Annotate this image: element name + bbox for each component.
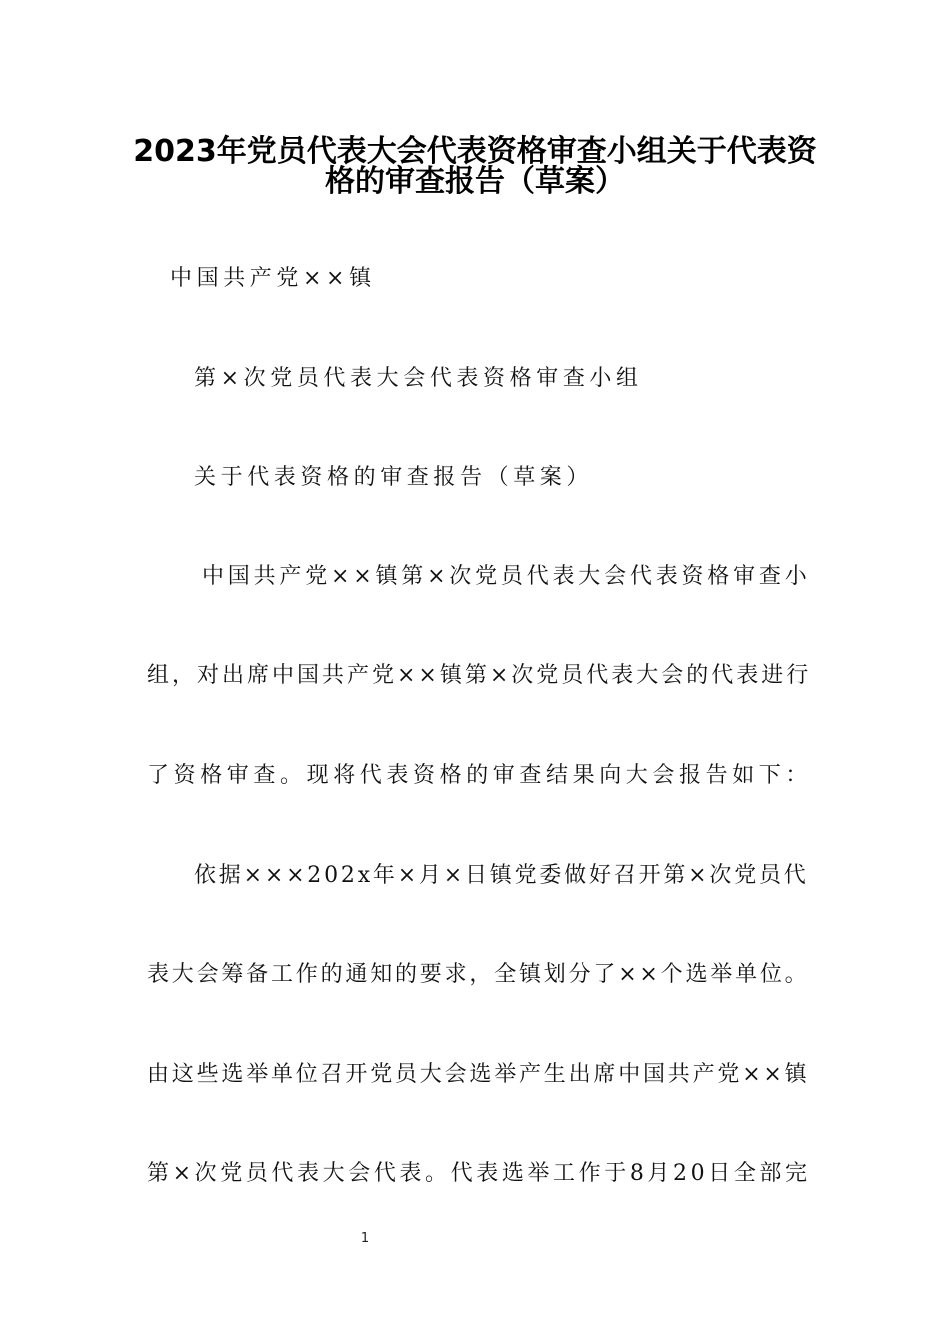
body-line-1: 中国共产党××镇 xyxy=(170,266,376,291)
body-line-6: 了资格审查。现将代表资格的审查结果向大会报告如下： xyxy=(147,763,813,788)
document-title-line-2: 格的审查报告（草案） xyxy=(325,164,625,199)
body-line-2: 第×次党员代表大会代表资格审查小组 xyxy=(194,366,643,391)
body-line-7: 依据×××202x年×月×日镇党委做好召开第×次党员代 xyxy=(194,863,809,888)
body-line-9: 由这些选举单位召开党员大会选举产生出席中国共产党××镇 xyxy=(147,1062,810,1087)
body-line-5: 组，对出席中国共产党××镇第×次党员代表大会的代表进行 xyxy=(147,663,812,688)
body-line-4: 中国共产党××镇第×次党员代表大会代表资格审查小 xyxy=(202,564,811,589)
document-title-line-1: 2023年党员代表大会代表资格审查小组关于代表资 xyxy=(133,134,817,169)
page-number: 1 xyxy=(360,1231,370,1246)
body-line-3: 关于代表资格的审查报告（草案） xyxy=(194,465,594,490)
body-line-10: 第×次党员代表大会代表。代表选举工作于8月20日全部完 xyxy=(147,1161,811,1186)
body-line-8: 表大会筹备工作的通知的要求，全镇划分了××个选举单位。 xyxy=(147,962,810,987)
